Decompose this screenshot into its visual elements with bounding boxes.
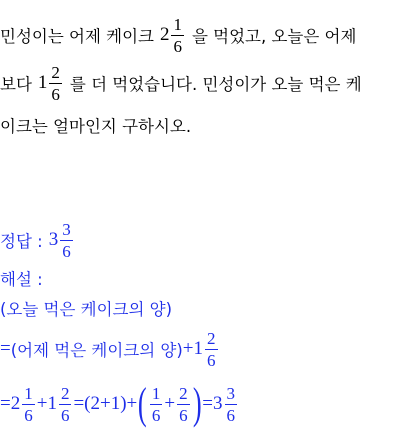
denominator: 6 <box>151 405 161 425</box>
numerator: 2 <box>179 383 188 403</box>
mixed-whole: 1 <box>193 338 203 359</box>
right-paren: ) <box>192 379 202 428</box>
numerator: 1 <box>151 383 161 403</box>
denominator: 6 <box>24 405 33 425</box>
denominator: 6 <box>226 405 235 425</box>
problem-line-1 <box>0 14 356 56</box>
numerator: 3 <box>226 383 235 403</box>
solution-step-3 <box>0 381 239 427</box>
problem-text: 보다 <box>0 75 32 94</box>
solution-text: (어제 먹은 케이크의 양) <box>10 341 183 360</box>
problem-text: 민성이는 어제 케이크 <box>0 27 154 46</box>
numerator: 1 <box>173 14 182 34</box>
equals-sign: = <box>202 393 213 414</box>
numerator: 2 <box>51 62 60 82</box>
fraction <box>150 385 163 424</box>
problem-text: 을 먹었고, 오늘은 어제 <box>191 27 357 46</box>
solution-label: 해설 : <box>0 270 43 289</box>
denominator: 6 <box>62 241 71 261</box>
problem-text: 이크는 얼마인지 구하시오. <box>0 117 192 136</box>
plus-sign: + <box>182 338 194 359</box>
fraction <box>205 330 218 369</box>
solution-step-2 <box>0 327 220 371</box>
answer-fraction <box>60 221 73 260</box>
solution-text: (오늘 먹은 케이크의 양) <box>0 300 173 319</box>
problem-line-2 <box>0 62 362 104</box>
denominator: 6 <box>179 405 188 425</box>
fraction <box>22 385 35 424</box>
mixed-whole: 2 <box>10 393 21 414</box>
numerator: 2 <box>207 328 216 348</box>
solution-step-1 <box>0 296 172 320</box>
integer-sum: (2+1) <box>84 393 127 414</box>
denominator: 6 <box>173 36 182 56</box>
equals-sign: = <box>0 393 11 414</box>
result-fraction <box>225 385 238 424</box>
equals-sign: = <box>0 338 11 359</box>
left-paren: ( <box>138 379 147 428</box>
result-whole: 3 <box>213 393 223 414</box>
plus-sign: + <box>36 393 48 414</box>
answer-whole: 3 <box>48 229 59 250</box>
numerator: 3 <box>62 219 71 239</box>
fraction <box>177 385 190 424</box>
mixed-whole: 1 <box>47 393 57 414</box>
mixed-whole: 1 <box>37 72 48 93</box>
equals-sign: = <box>73 393 85 414</box>
problem-line-3 <box>0 112 191 138</box>
answer-label: 정답 : <box>0 232 43 251</box>
fraction <box>171 16 184 55</box>
answer-line <box>0 218 75 262</box>
numerator: 1 <box>24 383 33 403</box>
denominator: 6 <box>51 84 60 104</box>
problem-text: 를 더 먹었습니다. 민성이가 오늘 먹은 케 <box>69 75 362 94</box>
solution-label-line <box>0 266 43 290</box>
plus-sign: + <box>164 393 176 414</box>
numerator: 2 <box>60 383 70 403</box>
fraction <box>59 385 72 424</box>
fraction <box>49 64 62 103</box>
denominator: 6 <box>60 405 70 425</box>
mixed-whole: 2 <box>159 24 170 45</box>
denominator: 6 <box>207 350 216 370</box>
plus-sign: + <box>126 393 138 414</box>
